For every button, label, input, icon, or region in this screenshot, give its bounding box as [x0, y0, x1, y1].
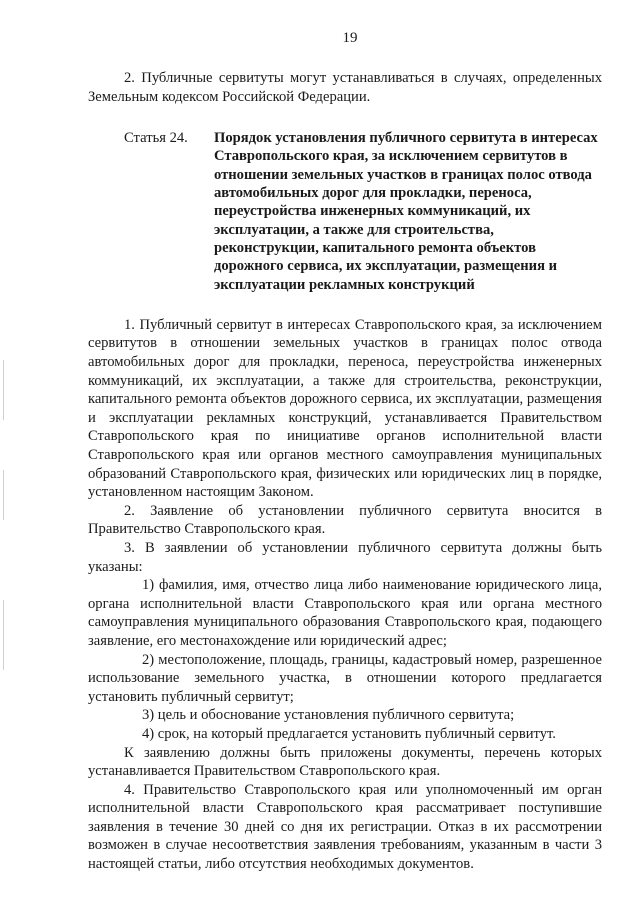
intro-paragraph: 2. Публичные сервитуты могут устанавливаться в случаях, определенных Земельным кодексом Российской Федерации. — [88, 70, 602, 105]
scan-edge-mark — [3, 470, 4, 520]
article-label: Статья 24. — [124, 130, 188, 147]
paragraph-2: 2. Заявление об установлении публичного сервитута вносится в Правительство Ставропольского края. — [88, 502, 602, 538]
page-number: 19 — [342, 30, 358, 46]
list-item-4: 4) срок, на который предлагается установить публичный сервитут. — [142, 725, 556, 742]
list-item-3: 3) цель и обоснование установления публичного сервитута; — [142, 707, 515, 724]
article-title: Порядок установления публичного сервитута в интересах Ставропольского края, за исключением сервитутов в отношении земельных участков в границах полос отвода автомобильных дорог для прокладки, переноса, переустройства инженерных коммуникаций, их эксплуатации, а также для строительства, реконструкции, капитального ремонта объектов дорожного сервиса, их эксплуатации, размещения и эксплуатации рекламных конструкций — [214, 130, 598, 293]
scan-edge-mark — [3, 600, 4, 670]
scan-edge-mark — [3, 360, 4, 420]
list-item-1: 1) фамилия, имя, отчество лица либо наименование юридического лица, органа исполнительной власти Ставропольского края или органа местного самоуправления муниципального образования Ставропольского края, подающего заявление, его местонахождение или юридический адрес; — [88, 577, 602, 649]
paragraph-1: 1. Публичный сервитут в интересах Ставропольского края, за исключением сервитутов в отношении земельных участков в границах полос отвода автомобильных дорог для прокладки, переноса, переустройства инженерных коммуникаций, их эксплуатации, а также для строительства, реконструкции, капитального ремонта объектов дорожного сервиса, их эксплуатации, размещения и эксплуатации рекламных конструкций, устанавливается Правительством Ставропольского края по инициативе органов исполнительной власти Ставропольского края или органов местного самоуправления муниципальных образований Ставропольского края, физических или юридических лиц в порядке, установленном настоящим Законом. — [88, 316, 602, 501]
paragraph-3: 3. В заявлении об установлении публичного сервитута должны быть указаны: — [88, 539, 602, 575]
attachments-paragraph: К заявлению должны быть приложены документы, перечень которых устанавливается Правительством Ставропольского края. — [88, 744, 602, 780]
list-item-2: 2) местоположение, площадь, границы, кадастровый номер, разрешенное использование земельного участка, в отношении которого предлагается установить публичный сервитут; — [88, 651, 602, 705]
article-heading — [88, 129, 602, 294]
paragraph-4: 4. Правительство Ставропольского края или уполномоченный им орган исполнительной власти Ставропольского края рассматривает поступившие заявления в течение 30 дней со дня их регистрации. Отказ в их рассмотрении возможен в случае несоответствия заявления требованиям, указанным в части 3 настоящей статьи, либо отсутствия необходимых документов. — [88, 781, 602, 873]
